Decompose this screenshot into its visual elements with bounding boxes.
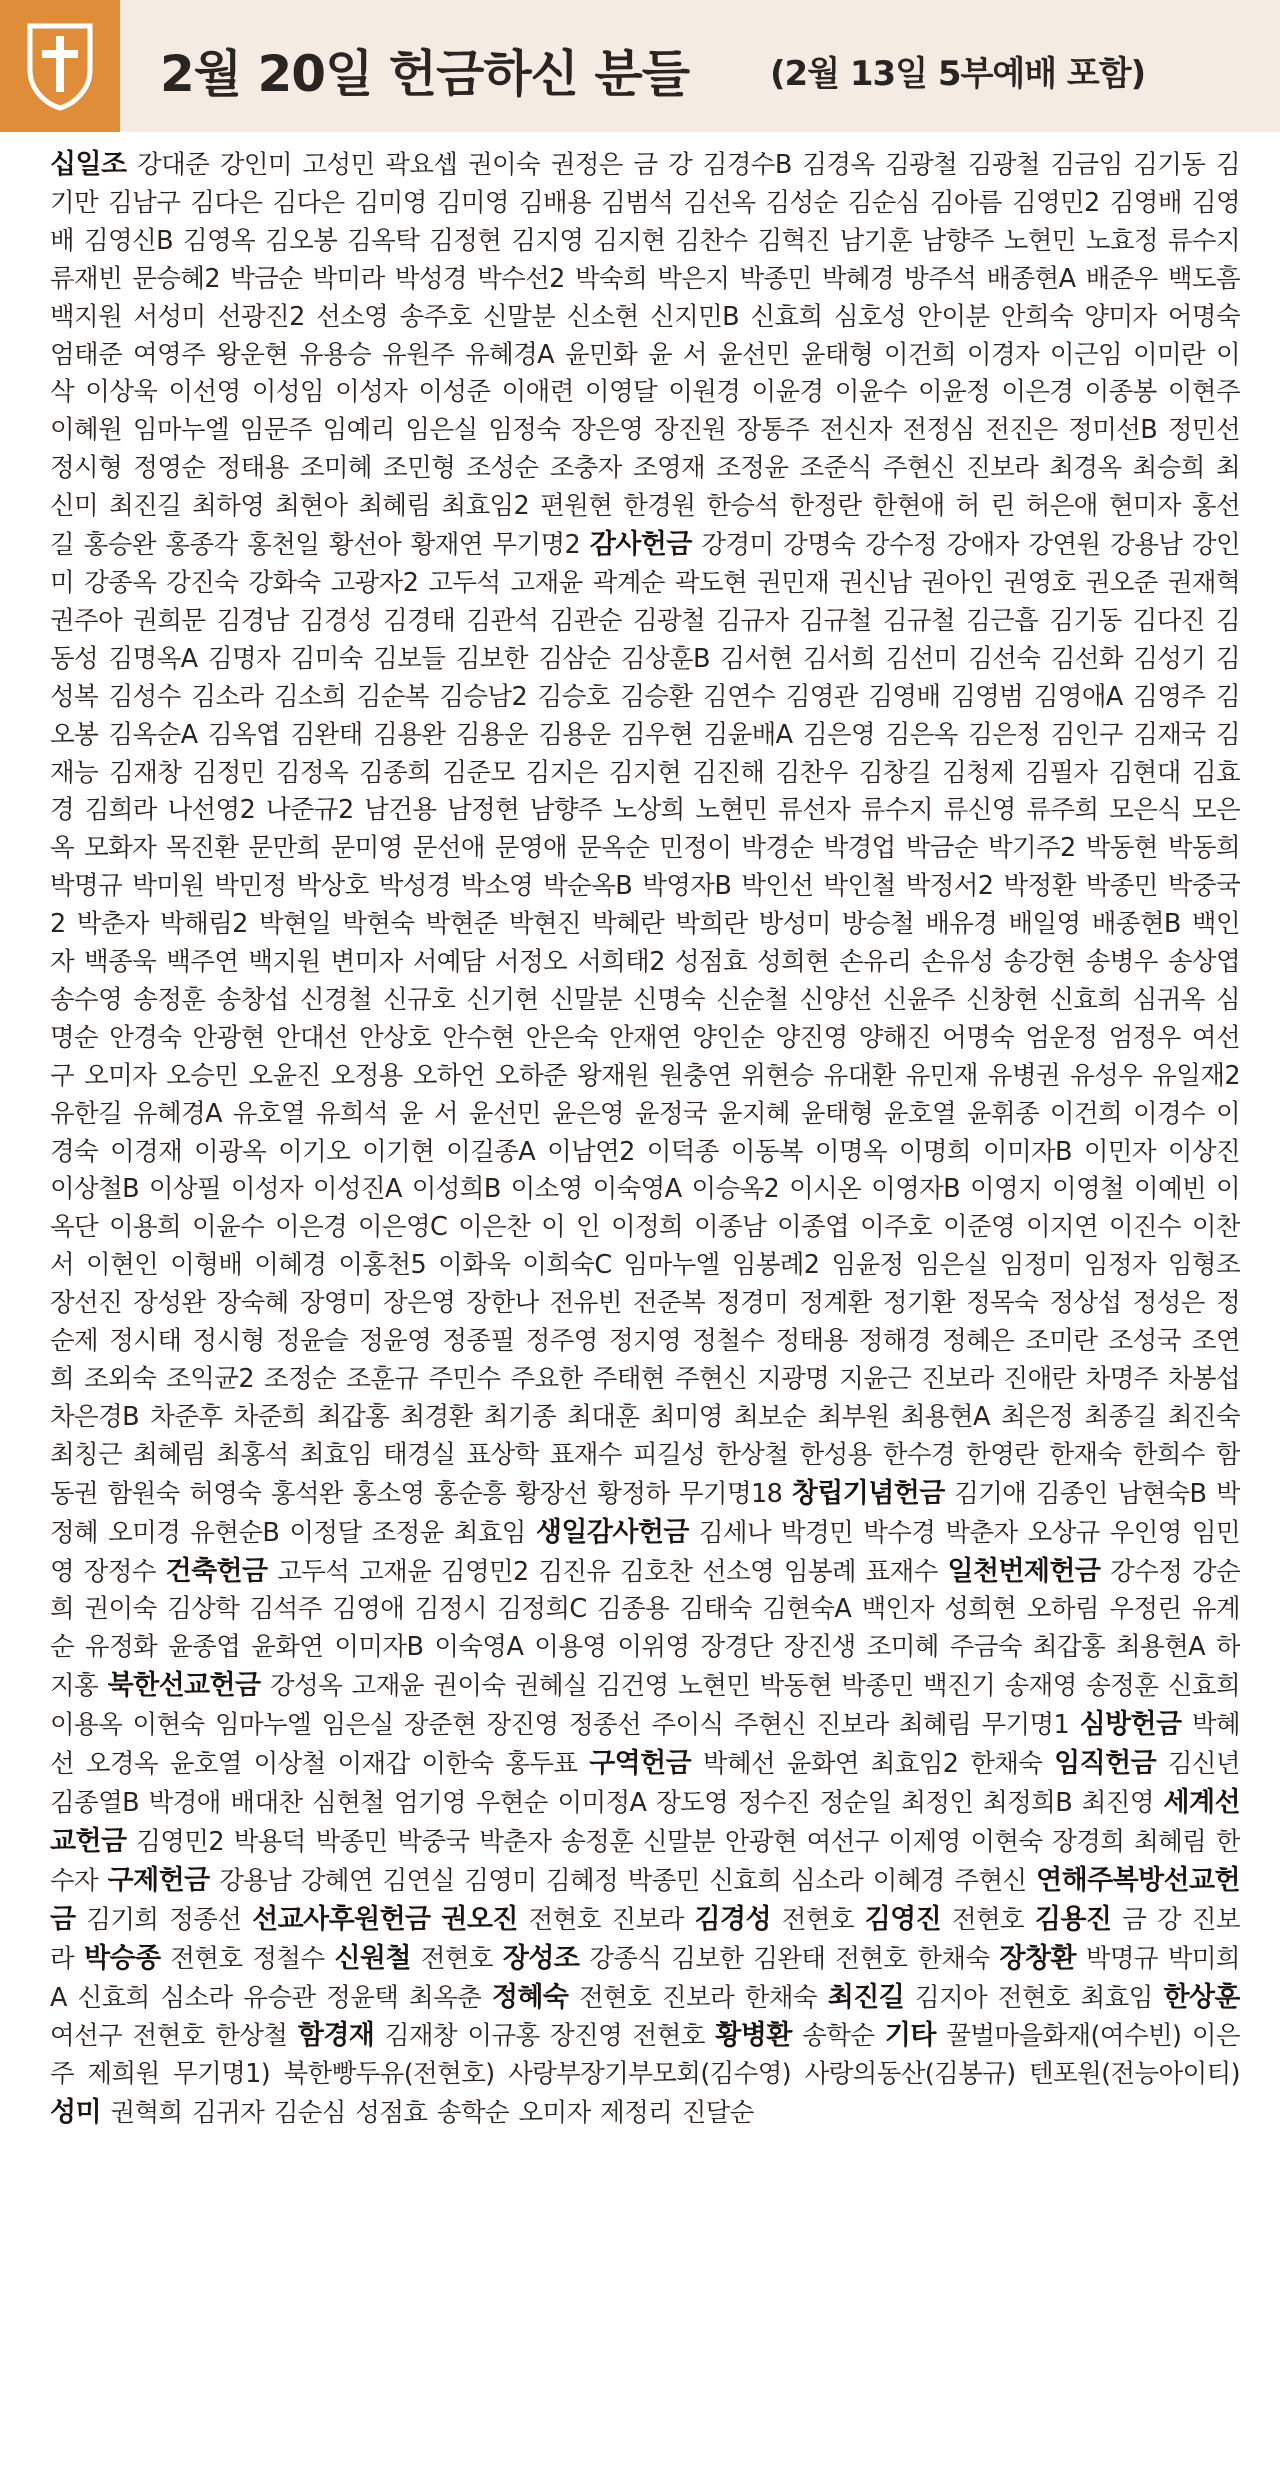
section-category-label: 일천번제헌금	[947, 1555, 1101, 1587]
section-names: 박혜선 오경옥 윤호열 이상철 이재갑 이한숙 홍두표	[50, 1710, 1240, 1780]
section-names: 박혜선 윤화연 최효임2 한채숙	[702, 1749, 1043, 1780]
section-names: 전현호 진보라 한채숙	[579, 1982, 817, 2013]
section-category-label: 성미	[50, 2097, 101, 2129]
section-category-label: 구제헌금	[107, 1864, 210, 1896]
section-names: 송학순	[802, 2021, 875, 2052]
section-category-label: 구역헌금	[589, 1748, 692, 1780]
section-names: 강성옥 고재윤 권이숙 권혜실 김건영 노현민 박동현 박종민 백진기 송재영 송정훈 신효희 이용옥 이현숙 임마누엘 임은실 장준현 장진영 정종선 주이식 주현신 진보라 최혜림 무기명1	[50, 1671, 1240, 1741]
section-category-label: 김용진	[1034, 1903, 1112, 1935]
page-subtitle: (2월 13일 5부예배 포함)	[770, 54, 1146, 94]
section-names: 전현호 진보라	[528, 1904, 684, 1935]
donor-list	[50, 146, 1240, 2466]
section-names: 전현호	[420, 1943, 493, 1974]
section-category-label: 심방헌금	[1079, 1709, 1182, 1741]
section-names: 김기희 정종선	[86, 1904, 242, 1935]
section-category-label: 황병환	[715, 2020, 792, 2052]
section-category-label: 장성조	[502, 1942, 580, 1974]
section-names: 고두석 고재윤 김영민2 김진유 김호찬 선소영 임봉례 표재수	[277, 1556, 938, 1587]
section-category-label: 생일감사헌금	[535, 1516, 689, 1548]
section-names: 김재창 이규홍 장진영 전현호	[384, 2021, 705, 2052]
section-category-label: 기타	[884, 2020, 936, 2052]
section-category-label: 감사헌금	[589, 529, 692, 561]
header-banner	[0, 0, 1280, 132]
section-names: 강종식 김보한 김완태 전현호 한채숙	[589, 1943, 990, 1974]
section-category-label: 연해주복방선교헌금	[50, 1864, 1240, 1935]
section-category-label: 선교사후원헌금	[252, 1903, 431, 1935]
section-category-label: 김경성	[694, 1903, 771, 1935]
section-category-label: 북한선교헌금	[107, 1670, 261, 1702]
logo-box	[0, 0, 120, 132]
section-names: 전현호	[951, 1904, 1025, 1935]
section-names: 김기애 김종인 남현숙B 박정혜 오미경 유현순B 이정달 조정윤 최효임	[50, 1478, 1240, 1548]
section-category-label: 창립기념헌금	[791, 1477, 945, 1509]
section-names: 전현호 정철수	[170, 1943, 325, 1974]
section-names: 김지아 전현호 최효임	[914, 1982, 1153, 2013]
section-category-label: 건축헌금	[165, 1555, 268, 1587]
section-names: 강대준 강인미 고성민 곽요셉 권이숙 권정은 금 강 김경수B 김경옥 김광철 김광철 김금임 김기동 김기만 김남구 김다은 김다은 김미영 김미영 김배용 김범석 김선옥 김성순 김순심 김아름 김영민2 김영배 김영배 김영신B 김영옥 김오봉 김옥탁 김정현 김지영 김지현 김찬수 김혁진 남기훈 남향주 노현민 노효정 류수지 류재빈 문승혜2 박금순 박미라 박성경 박수선2 박숙희 박은지 박종민 박혜경 방주석 배종현A 배준우 백도흠 백지원 서성미 선광진2 선소영 송주호 신말분 신소현 신지민B 신효희 심호성 안이분 안희숙 양미자 어명숙 엄태준 여영주 왕운현 유용승 유원주 유혜경A 윤민화 윤 서 윤선민 윤태형 이건희 이경자 이근임 이미란 이 삭 이상욱 이선영 이성임 이성자 이성준 이애련 이영달 이원경 이윤경 이윤수 이윤정 이은경 이종봉 이현주 이혜원 임마누엘 임문주 임예리 임은실 임정숙 장은영 장진원 장통주 전신자 전정심 전진은 정미선B 정민선 정시형 정영순 정태용 조미혜 조민형 조성순 조충자 조영재 조정윤 조준식 주현신 진보라 최경옥 최승희 최신미 최진길 최하영 최현아 최혜림 최효임2 편원현 한경원 한승석 한정란 한현애 허 린 허은애 현미자 홍선길 홍승완 홍종각 홍천일 황선아 황재연 무기명2	[50, 150, 1240, 561]
section-names: 금 강 진보라	[50, 1904, 1240, 1974]
section-category-label: 세계선교헌금	[50, 1786, 1240, 1857]
section-category-label: 한상훈	[1163, 1981, 1240, 2013]
section-names: 김세나 박경민 박수경 박춘자 오상규 우인영 임민영 장정수	[50, 1517, 1240, 1587]
section-names: 강수정 강순희 권이숙 김상학 김석주 김영애 김정시 김정희C 김종용 김태숙 김현숙A 백인자 성희현 오하림 우정린 유계순 유정화 윤종엽 윤화연 이미자B 이숙영A 이용영 이위영 장경단 장진생 조미혜 주금숙 최갑홍 최용현A 하지홍	[50, 1556, 1240, 1702]
page-title: 2월 20일 헌금하신 분들	[160, 45, 689, 103]
section-names: 꿀벌마을화재(여수빈) 이은주 제희원 무기명1) 북한빵두유(전현호) 사랑부장기부모회(김수영) 사랑의동산(김봉규) 텐포원(전능아이티)	[50, 2021, 1240, 2090]
section-category-label: 김영진	[864, 1903, 942, 1935]
section-names: 전현호	[781, 1904, 854, 1935]
section-category-label: 장창환	[999, 1942, 1076, 1974]
section-names: 김영민2 박용덕 박종민 박중국 박춘자 송정훈 신말분 안광현 여선구 이제영 이현숙 장경희 최혜림 한수자	[50, 1826, 1240, 1896]
section-names: 권혁희 김귀자 김순심 성점효 송학순 오미자 제정리 진달순	[110, 2098, 754, 2129]
section-category-label: 박승종	[83, 1942, 161, 1974]
section-category-label: 권오진	[441, 1903, 518, 1935]
section-names: 김신년 김종열B 박경애 배대찬 심현철 엄기영 우현순 이미정A 장도영 정수진 정순일 최정인 최정희B 최진영	[50, 1749, 1240, 1818]
section-names: 강경미 강명숙 강수정 강애자 강연원 강용남 강인미 강종옥 강진숙 강화숙 고광자2 고두석 고재윤 곽계순 곽도현 권민재 권신남 권아인 권영호 권오준 권재혁 권주아 권희문 김경남 김경성 김경태 김관석 김관순 김광철 김규자 김규철 김규철 김근흡 김기동 김다진 김동성 김명옥A 김명자 김미숙 김보들 김보한 김삼순 김상훈B 김서현 김서희 김선미 김선숙 김선화 김성기 김성복 김성수 김소라 김소희 김순복 김승남2 김승호 김승환 김연수 김영관 김영배 김영범 김영애A 김영주 김오봉 김옥순A 김옥엽 김완태 김용완 김용운 김용운 김우현 김윤배A 김은영 김은옥 김은정 김인구 김재국 김재능 김재창 김정민 김정옥 김종희 김준모 김지은 김지현 김진해 김찬우 김창길 김청제 김필자 김현대 김효경 김희라 나선영2 나준규2 남건용 남정현 남향주 노상희 노현민 류선자 류수지 류신영 류주희 모은식 모은옥 모화자 목진환 문만희 문미영 문선애 문영애 문옥순 민정이 박경순 박경업 박금순 박기주2 박동현 박동희 박명규 박미원 박민정 박상호 박성경 박소영 박순옥B 박영자B 박인선 박인철 박정서2 박정환 박종민 박중국2 박춘자 박해림2 박현일 박현숙 박현준 박현진 박혜란 박희란 방성미 방승철 배유경 배일영 배종현B 백인자 백종욱 백주연 백지원 변미자 서예담 서정오 서희태2 성점효 성희현 손유리 손유성 송강현 송병우 송상엽 송수영 송정훈 송창섭 신경철 신규호 신기현 신말분 신명숙 신순철 신양선 신윤주 신창현 신효희 심귀옥 심명순 안경숙 안광현 안대선 안상호 안수현 안은숙 안재연 양인순 양진영 양해진 어명숙 엄운정 엄정우 여선구 오미자 오승민 오윤진 오정용 오하언 오하준 왕재원 원충연 위현승 유대환 유민재 유병권 유성우 유일재2 유한길 유혜경A 유호열 유희석 윤 서 윤선민 윤은영 윤정국 윤지혜 윤태형 윤호열 윤휘종 이건희 이경수 이경숙 이경재 이광옥 이기오 이기현 이길종A 이남연2 이덕종 이동복 이명옥 이명희 이미자B 이민자 이상진 이상철B 이상필 이성자 이성진A 이성희B 이소영 이숙영A 이승옥2 이시온 이영자B 이영지 이영철 이예빈 이옥단 이용희 이윤수 이은경 이은영C 이은찬 이 인 이정희 이종남 이종엽 이주호 이준영 이지연 이진수 이찬서 이현인 이형배 이혜경 이홍천5 이화욱 이희숙C 임마누엘 임봉례2 임윤정 임은실 임정미 임정자 임형조 장선진 장성완 장숙혜 장영미 장은영 장한나 전유빈 전준복 정경미 정계환 정기환 정목숙 정상섭 정성은 정순제 정시태 정시형 정윤슬 정윤영 정종필 정주영 정지영 정철수 정태용 정해경 정혜은 조미란 조성국 조연희 조외숙 조익균2 조정순 조훈규 주민수 주요한 주태현 주현신 지광명 지윤근 진보라 진애란 차명주 차봉섭 차은경B 차준후 차준희 최갑홍 최경환 최기종 최대훈 최미영 최보순 최부원 최용현A 최은정 최종길 최진숙 최칭근 최혜림 최홍석 최효임 태경실 표상학 표재수 피길성 한상철 한성용 한수경 한영란 한재숙 한희수 함동권 함원숙 허영숙 홍석완 홍소영 홍순흥 황장선 황정하 무기명18	[50, 530, 1240, 1509]
cross-shield-icon	[22, 20, 98, 112]
section-category-label: 최진길	[827, 1981, 905, 2013]
section-names: 강용남 강혜연 김연실 김영미 김혜정 박종민 신효희 심소라 이혜경 주현신	[219, 1865, 1027, 1896]
section-names: 박명규 박미희A 신효희 심소라 유승관 정윤택 최옥춘	[50, 1943, 1240, 2013]
section-category-label: 정혜숙	[491, 1981, 569, 2013]
section-names: 여선구 전현호 한상철	[50, 2021, 288, 2052]
section-category-label: 신원철	[334, 1942, 411, 1974]
section-category-label: 임직헌금	[1054, 1748, 1157, 1780]
section-category-label: 함경재	[297, 2020, 375, 2052]
section-category-label: 십일조	[50, 149, 127, 180]
